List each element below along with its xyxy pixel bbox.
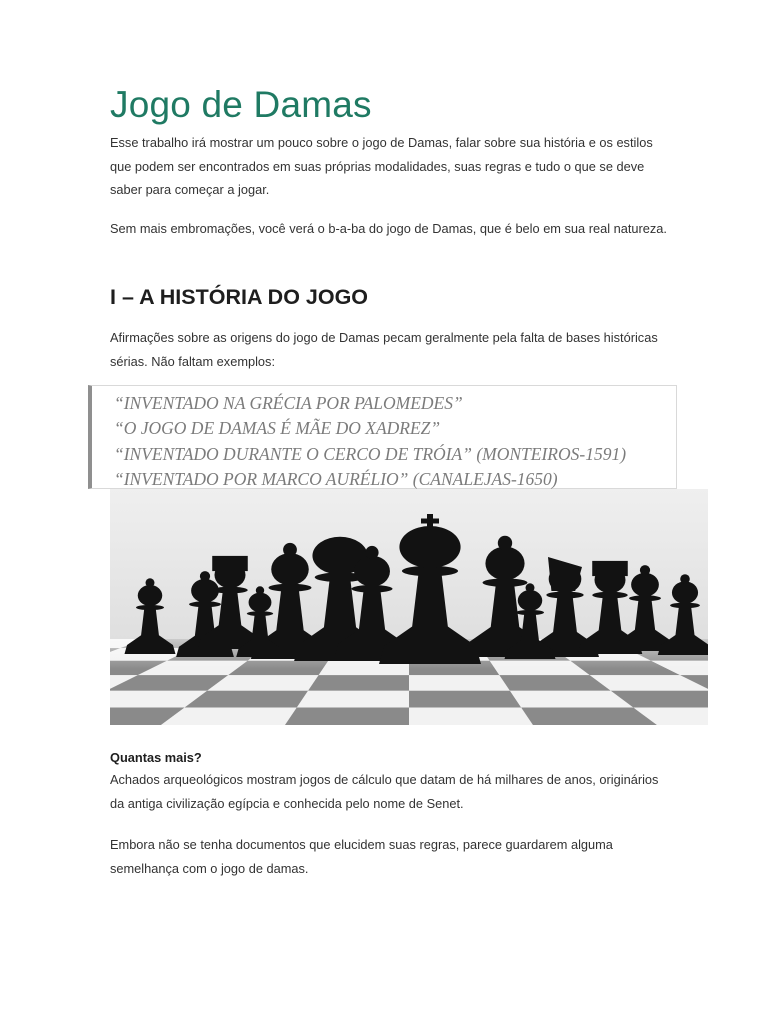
intro-paragraph-2: Sem mais embromações, você verá o b-a-ba do jogo de Damas, que é belo em sua real natureza.	[110, 221, 667, 236]
quote-line: “INVENTADO NA GRÉCIA POR PALOMEDES”	[114, 393, 463, 413]
intro-paragraph-1: Esse trabalho irá mostrar um pouco sobre o jogo de Damas, falar sobre sua história e os estilos que podem ser encontrados em suas próprias modalidades, suas regras e tudo o que se deve saber para começar a jogar.	[110, 135, 653, 197]
section-heading-more: Quantas mais?	[110, 750, 202, 765]
board-square	[409, 675, 510, 691]
archaeology-paragraph: Achados arqueológicos mostram jogos de cálculo que datam de há milhares de anos, originários da antiga civilização egípcia e conhecida pelo nome de Senet.	[110, 772, 659, 811]
board-square	[409, 691, 521, 708]
quote-line: “O JOGO DE DAMAS É MÃE DO XADREZ”	[114, 418, 441, 438]
board-square	[409, 707, 533, 725]
rules-paragraph: Embora não se tenha documentos que elucidem suas regras, parece guardarem alguma semelhança com o jogo de damas.	[110, 837, 613, 876]
chess-pieces-photo	[110, 489, 708, 725]
board-square	[285, 707, 409, 725]
history-paragraph: Afirmações sobre as origens do jogo de Damas pecam geralmente pela falta de bases históricas sérias. Não faltam exemplos:	[110, 330, 658, 369]
document-title: Jogo de Damas	[110, 84, 372, 125]
quote-line: “INVENTADO DURANTE O CERCO DE TRÓIA” (MONTEIROS-1591)	[114, 444, 627, 464]
quote-line: “INVENTADO POR MARCO AURÉLIO” (CANALEJAS-1650)	[114, 469, 558, 489]
board-square	[297, 691, 409, 708]
chess-photo-illustration	[110, 489, 708, 725]
board-square	[521, 707, 657, 725]
quote-block	[88, 385, 677, 489]
section-heading-history: I – A HISTÓRIA DO JOGO	[110, 285, 369, 309]
board-square	[161, 707, 297, 725]
board-square	[308, 675, 409, 691]
